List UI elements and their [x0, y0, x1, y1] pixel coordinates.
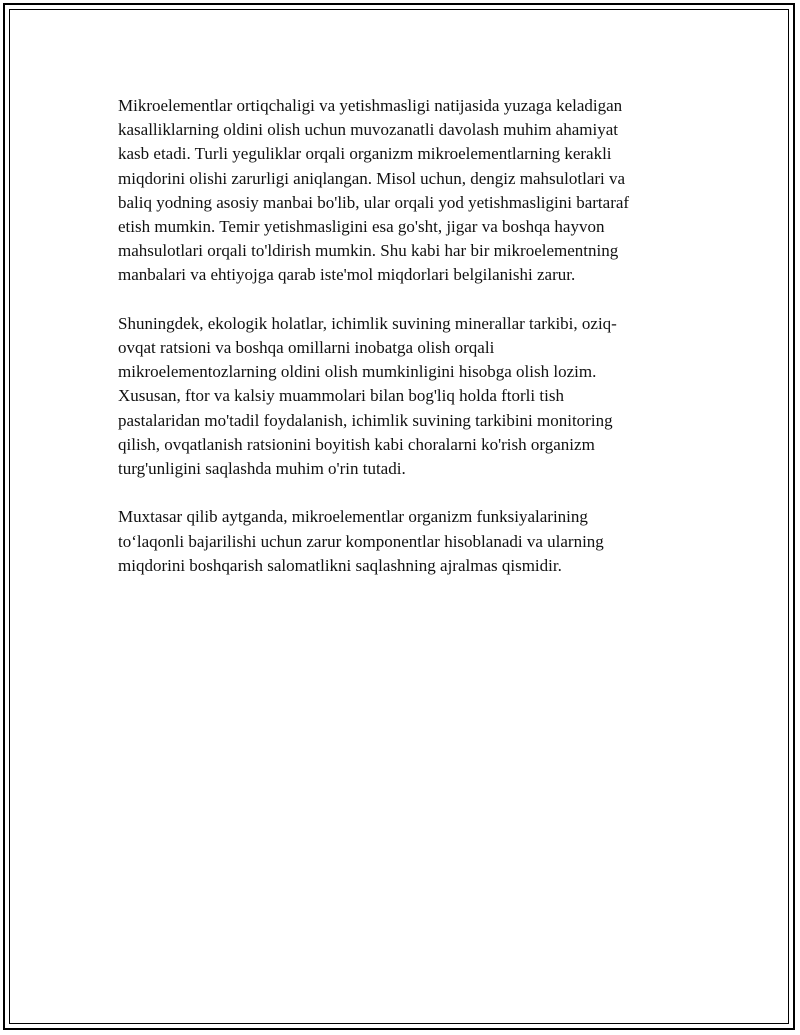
text-line: turg'unligini saqlashda muhim o'rin tutadi.	[118, 459, 406, 479]
text-line: to‘laqonli bajarilishi uchun zarur komponentlar hisoblanadi va ularning	[118, 531, 604, 551]
text-line: Xususan, ftor va kalsiy muammolari bilan bog'liq holda ftorli tish	[118, 386, 564, 406]
text-line: pastalaridan mo'tadil foydalanish, ichimlik suvining tarkibini monitoring	[118, 410, 613, 430]
text-line: kasb etadi. Turli yeguliklar orqali organizm mikroelementlarning kerakli	[118, 144, 612, 164]
text-line: Shuningdek, ekologik holatlar, ichimlik suvining minerallar tarkibi, oziq-	[118, 313, 617, 333]
text-line: Mikroelementlar ortiqchaligi va yetishmasligi natijasida yuzaga keladigan	[118, 96, 623, 115]
text-line: Muxtasar qilib aytganda, mikroelementlar organizm funksiyalarining	[118, 507, 588, 527]
text-line: manbalari va ehtiyojga qarab iste'mol miqdorlari belgilanishi zarur.	[118, 265, 576, 285]
text-line: miqdorini olishi zarurligi aniqlangan. Misol uchun, dengiz mahsulotlari va	[118, 168, 626, 188]
text-line: miqdorini boshqarish salomatlikni saqlashning ajralmas qismidir.	[118, 555, 562, 575]
paragraph-3	[118, 505, 678, 578]
text-line: kasalliklarning oldini olish uchun muvozanatli davolash muhim ahamiyat	[118, 120, 618, 140]
text-line: baliq yodning asosiy manbai bo'lib, ular orqali yod yetishmasligini bartaraf	[118, 192, 630, 212]
text-line: mahsulotlari orqali to'ldirish mumkin. Shu kabi har bir mikroelementning	[118, 241, 619, 261]
text-line: qilish, ovqatlanish ratsionini boyitish kabi choralarni ko'rish organizm	[118, 434, 595, 454]
text-line: ovqat ratsioni va boshqa omillarni inobatga olish orqali	[118, 338, 495, 358]
paragraph-1	[118, 94, 678, 288]
text-line: mikroelementozlarning oldini olish mumkinligini hisobga olish lozim.	[118, 362, 597, 382]
paragraph-2	[118, 312, 678, 481]
text-line: etish mumkin. Temir yetishmasligini esa go'sht, jigar va boshqa hayvon	[118, 217, 605, 237]
document-body	[118, 94, 678, 602]
